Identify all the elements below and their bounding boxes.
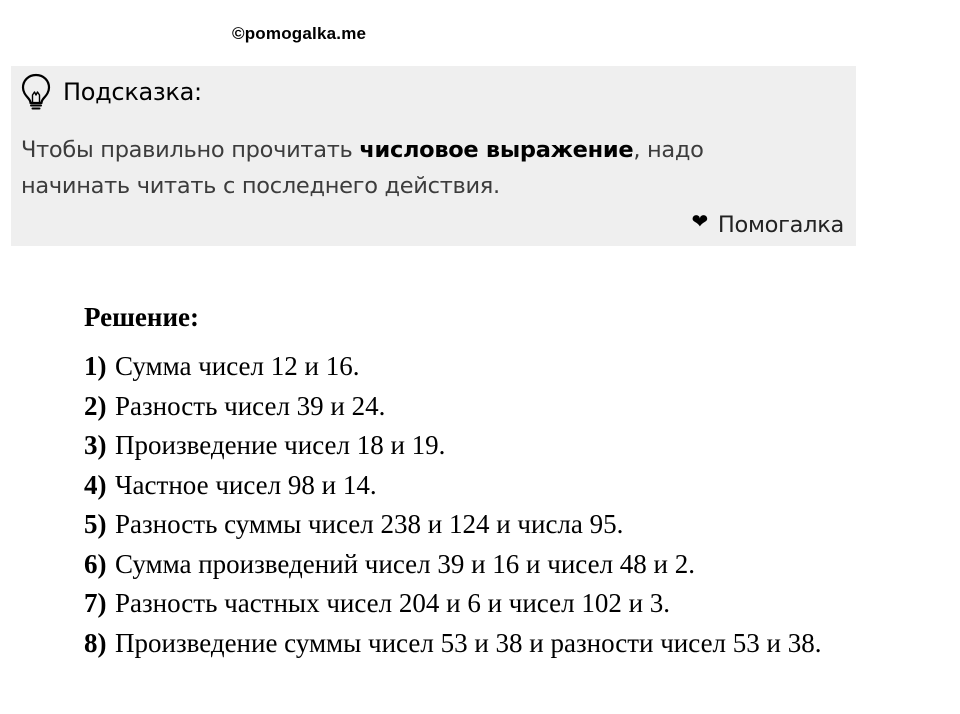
signature-text: Помогалка <box>717 212 844 238</box>
solution-step <box>84 505 914 545</box>
step-text: Произведение чисел 18 и 19. <box>115 430 446 460</box>
step-text: Сумма чисел 12 и 16. <box>115 351 360 381</box>
step-text: Сумма произведений чисел 39 и 16 и чисел 48 и 2. <box>115 548 695 579</box>
step-number: 1) <box>84 351 107 381</box>
hint-text-after: , надо начинать читать с последнего действия. <box>21 137 704 199</box>
hint-text-bold: числовое выражение <box>359 137 634 163</box>
step-text: Разность суммы чисел 238 и 124 и числа 95. <box>115 509 624 539</box>
step-number: 6) <box>84 548 107 579</box>
hint-text-before: Чтобы правильно прочитать <box>21 137 360 163</box>
step-text: Произведение суммы чисел 53 и 38 и разности чисел 53 и 38. <box>115 627 822 658</box>
solution-step <box>84 584 914 624</box>
heart-icon: ❤ <box>691 209 708 233</box>
solution-title: Решение: <box>84 302 199 332</box>
step-number: 2) <box>84 390 107 421</box>
step-text: Разность частных чисел 204 и 6 и чисел 102 и 3. <box>115 588 671 618</box>
solution-step <box>84 466 914 506</box>
step-text: Разность чисел 39 и 24. <box>115 390 386 421</box>
step-number: 4) <box>84 469 107 500</box>
step-number: 3) <box>84 430 107 460</box>
hint-title: Подсказка: <box>63 78 202 106</box>
solution-step <box>84 545 914 585</box>
hint-box <box>11 66 856 246</box>
step-number: 7) <box>84 588 107 618</box>
hint-text <box>21 132 811 204</box>
watermark: ©pomogalka.me <box>232 24 367 43</box>
solution-step <box>84 624 914 664</box>
step-number: 5) <box>84 509 107 539</box>
hint-header <box>21 72 202 112</box>
solution <box>84 302 914 663</box>
step-number: 8) <box>84 627 107 658</box>
solution-step <box>84 387 914 427</box>
solution-step <box>84 426 914 466</box>
step-text: Частное чисел 98 и 14. <box>115 469 377 500</box>
steps-list <box>84 347 914 663</box>
solution-step <box>84 347 914 387</box>
lightbulb-icon <box>21 73 51 111</box>
hint-signature <box>691 209 844 238</box>
